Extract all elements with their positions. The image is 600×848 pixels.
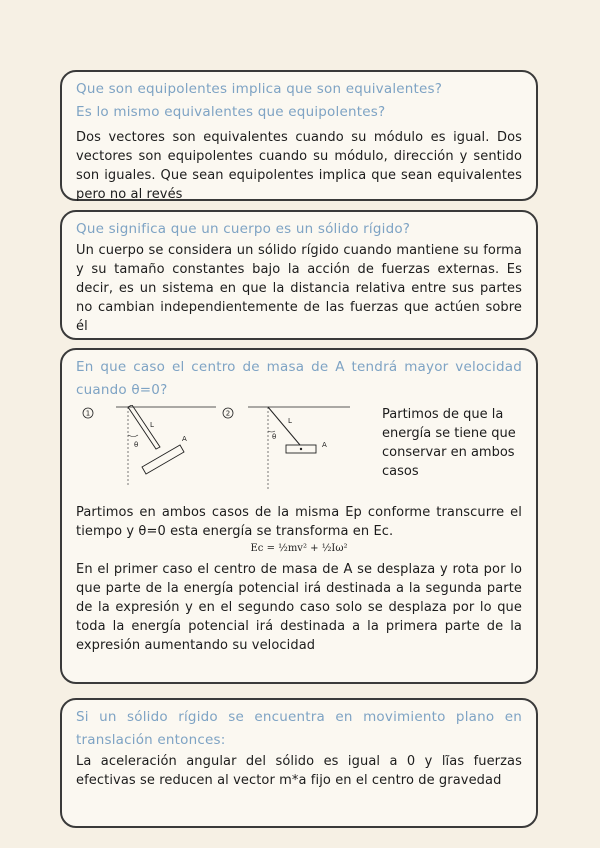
pendulum-diagram [76,405,522,497]
case1-rod [128,405,160,449]
case2-angle-label: θ [272,433,277,441]
case2-rod-label: L [288,417,292,425]
case2-angle-arc [268,431,275,432]
kinetic-energy-formula: Ec = ½mv² + ½Iω² [250,543,348,554]
case2-mass-label: A [322,441,327,449]
energy-conservation-note: Partimos de que la energía se tiene que conservar en ambos casos [382,407,516,479]
question-equipolentes-1: Que son equipolentes implica que son equivalentes? [76,81,443,97]
question-solido-rigido: Que significa que un cuerpo es un sólido rígido? [76,221,411,237]
case2-center-point [300,448,302,450]
case1-angle-label: θ [134,441,139,449]
case2-number: 2 [225,409,231,418]
answer-traslacion: La aceleración angular del sólido es igual a 0 y lĩas fuerzas efectivas se reducen al vector m*a fijo en el centro de gravedad [76,754,522,788]
case1-plate [142,445,184,474]
question-centro-de-masa: En que caso el centro de masa de A tendrá mayor velocidad cuando θ=0? [76,359,522,398]
note-card-equipolentes [60,70,538,201]
question-equipolentes-2: Es lo mismo equivalentes que equipolentes? [76,104,386,120]
answer-solido-rigido: Un cuerpo se considera un sólido rígido cuando mantiene su forma y su tamaño constantes bajo la acción de fuerzas externas. Es decir, es un sistema en que la distancia relativa entre sus partes no cambian independientemente de las fuerzas que actúen sobre él [76,243,522,334]
energy-paragraph: Partimos en ambos casos de la misma Ep conforme transcurre el tiempo y θ=0 esta energía se transforma en Ec. [76,505,522,539]
answer-equipolentes: Dos vectores son equivalentes cuando su módulo es igual. Dos vectores son equipolentes cuando su módulo, dirección y sentido son iguales. Que sean equipolentes implica que sean equivalentes pero no al revés [76,130,522,202]
case1-angle-arc [128,435,138,437]
note-card-centro-de-masa [60,348,538,684]
case1-mass-label: A [182,435,187,443]
pendulum-sketch [76,405,376,497]
note-card-solido-rigido [60,210,538,340]
case1-number: 1 [85,409,91,418]
note-card-traslacion [60,698,538,828]
case1-rod-label: L [150,421,154,429]
answer-centro-de-masa: En el primer caso el centro de masa de A se desplaza y rota por lo que parte de la energía potencial irá destinada a la segunda parte de la expresión y en el segundo caso solo se desplaza por lo que toda la energía potencial irá destinada a la primera parte de la expresión aumentando su velocidad [76,562,522,653]
question-traslacion: Si un sólido rígido se encuentra en movimiento plano en translación entonces: [76,709,522,748]
